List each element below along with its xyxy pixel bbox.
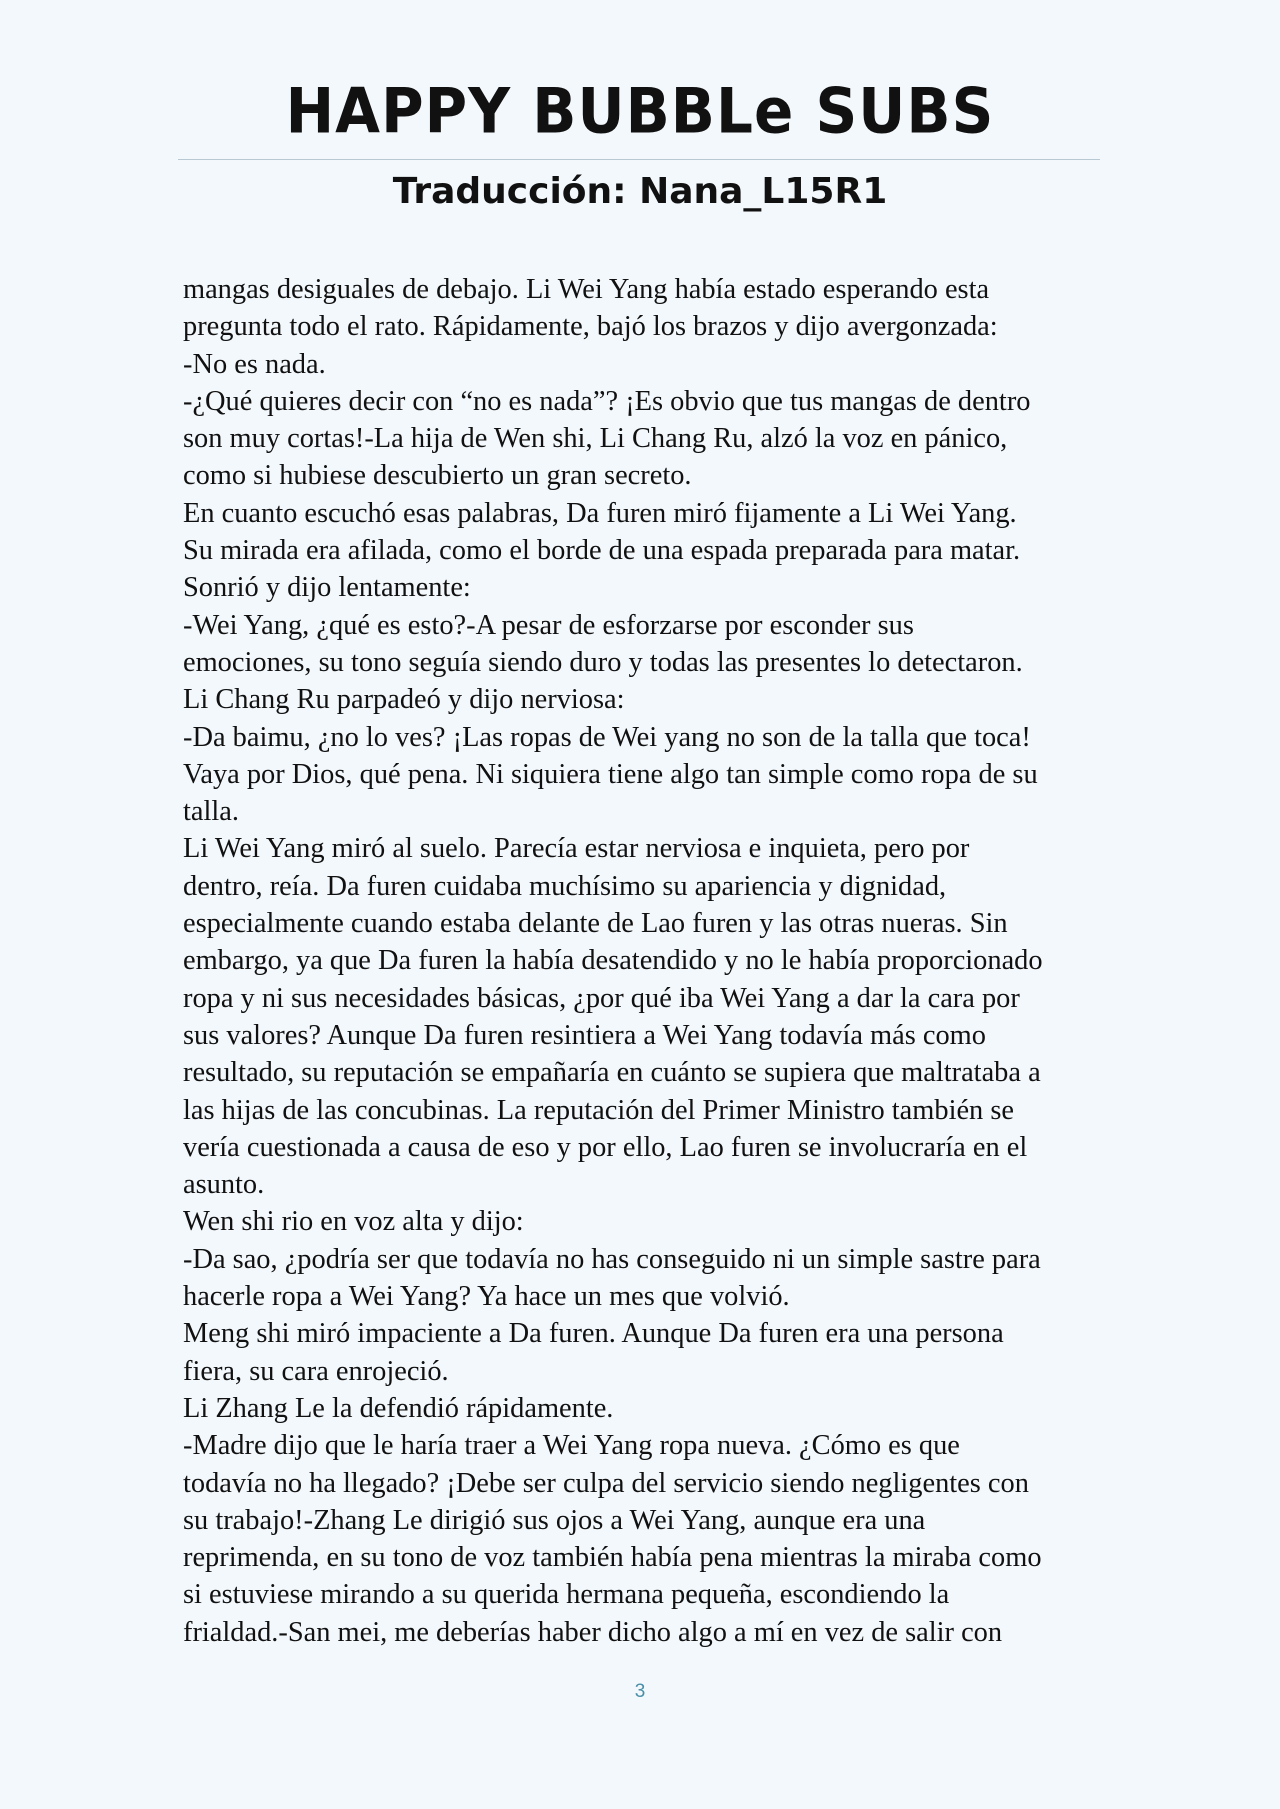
body-line: Vaya por Dios, qué pena. Ni siquiera tiene algo tan simple como ropa de su [183,758,1038,790]
body-line: Sonrió y dijo lentamente: [183,572,471,604]
body-line: fiera, su cara enrojeció. [183,1355,449,1387]
body-line: como si hubiese descubierto un gran secreto. [183,460,692,492]
body-line: talla. [183,796,239,828]
body-line: si estuviese mirando a su querida hermana pequeña, escondiendo la [183,1579,950,1611]
body-line: embargo, ya que Da furen la había desatendido y no le había proporcionado [183,945,1043,977]
body-line: frialdad.-San mei, me deberías haber dicho algo a mí en vez de salir con [183,1616,1003,1648]
body-line: dentro, reía. Da furen cuidaba muchísimo su apariencia y dignidad, [183,870,947,902]
body-line: Li Wei Yang miró al suelo. Parecía estar nerviosa e inquieta, pero por [183,833,970,865]
body-line: las hijas de las concubinas. La reputación del Primer Ministro también se [183,1094,1014,1126]
page-number: 3 [634,1681,646,1702]
body-line: son muy cortas!-La hija de Wen shi, Li Chang Ru, alzó la voz en pánico, [183,423,1008,455]
body-line: asunto. [183,1169,265,1201]
body-line: hacerle ropa a Wei Yang? Ya hace un mes que volvió. [183,1281,790,1313]
header-divider [178,159,1100,160]
body-line: -¿Qué quieres decir con “no es nada”? ¡Es obvio que tus mangas de dentro [183,385,1031,417]
body-line: -No es nada. [183,348,326,380]
body-line: vería cuestionada a causa de eso y por ello, Lao furen se involucraría en el [183,1131,1028,1163]
body-line: Su mirada era afilada, como el borde de una espada preparada para matar. [183,535,1021,567]
body-line: su trabajo!-Zhang Le dirigió sus ojos a Wei Yang, aunque era una [183,1504,926,1536]
body-line: -Wei Yang, ¿qué es esto?-A pesar de esforzarse por esconder sus [183,609,914,641]
body-line: Meng shi miró impaciente a Da furen. Aunque Da furen era una persona [183,1318,1004,1350]
body-line: reprimenda, en su tono de voz también había pena mientras la miraba como [183,1542,1042,1574]
body-line: especialmente cuando estaba delante de Lao furen y las otras nueras. Sin [183,908,1008,940]
body-line: sus valores? Aunque Da furen resintiera a Wei Yang todavía más como [183,1019,986,1051]
body-line: emociones, su tono seguía siendo duro y todas las presentes lo detectaron. [183,646,1023,678]
translator-credit: Traducción: Nana_L15R1 [392,171,888,212]
header-title: HAPPY BUBBLe SUBS [285,74,995,148]
body-line: Li Zhang Le la defendió rápidamente. [183,1392,614,1424]
body-line: ropa y ni sus necesidades básicas, ¿por qué iba Wei Yang a dar la cara por [183,982,1020,1014]
body-line: En cuanto escuchó esas palabras, Da furen miró fijamente a Li Wei Yang. [183,497,1017,529]
body-line: Li Chang Ru parpadeó y dijo nerviosa: [183,684,625,716]
body-line: mangas desiguales de debajo. Li Wei Yang había estado esperando esta [183,274,990,305]
body-line: -Madre dijo que le haría traer a Wei Yang ropa nueva. ¿Cómo es que [183,1430,960,1462]
body-line: -Da baimu, ¿no lo ves? ¡Las ropas de Wei yang no son de la talla que toca! [183,721,1031,753]
body-line: resultado, su reputación se empañaría en cuánto se supiera que maltrataba a [183,1057,1041,1089]
body-text [183,271,1123,1651]
body-line: -Da sao, ¿podría ser que todavía no has conseguido ni un simple sastre para [183,1243,1041,1275]
body-line: todavía no ha llegado? ¡Debe ser culpa del servicio siendo negligentes con [183,1467,1029,1499]
body-line: Wen shi rio en voz alta y dijo: [183,1206,524,1238]
body-line: pregunta todo el rato. Rápidamente, bajó los brazos y dijo avergonzada: [183,311,998,343]
